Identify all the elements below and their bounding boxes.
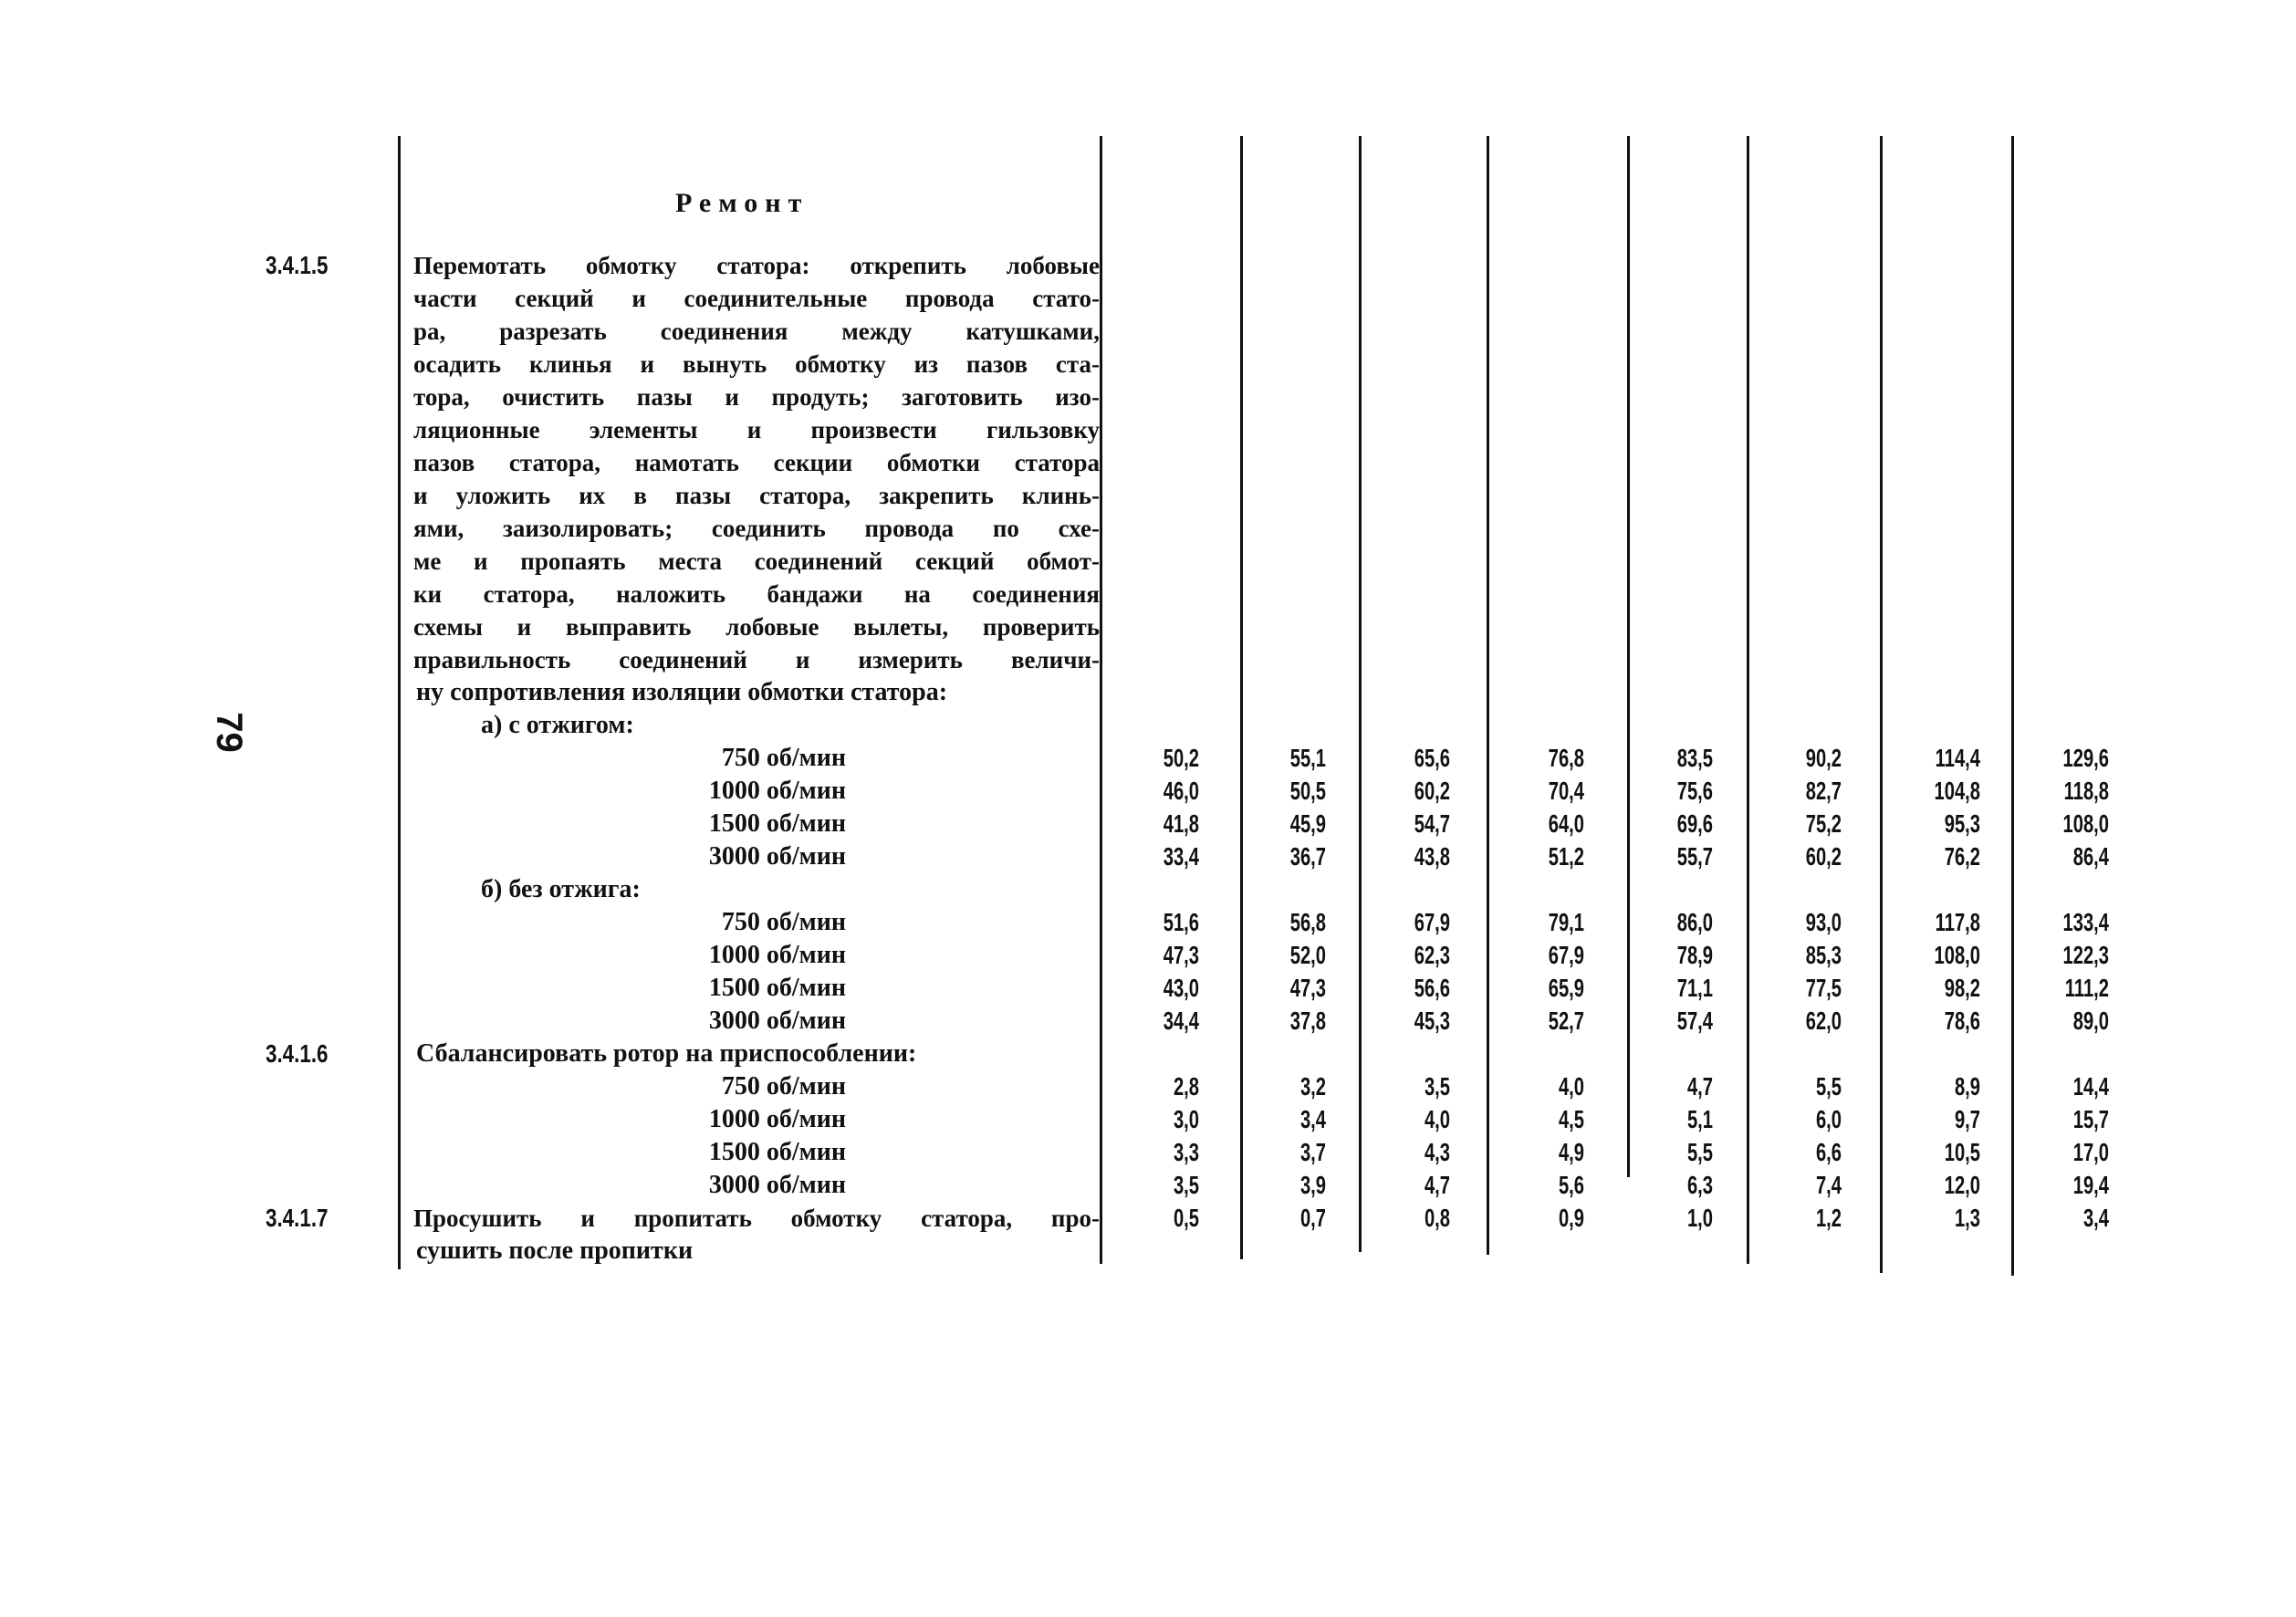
value-cell: 4,5 bbox=[1558, 1105, 1584, 1133]
value-cell: 1,2 bbox=[1815, 1204, 1842, 1232]
description-line: Просушить и пропитать обмотку статора, про- bbox=[413, 1205, 1100, 1232]
value-cell: 37,8 bbox=[1289, 1007, 1326, 1035]
value-cell: 62,0 bbox=[1805, 1007, 1842, 1035]
value-cell: 4,0 bbox=[1558, 1072, 1584, 1101]
value-cell: 3,5 bbox=[1173, 1171, 1199, 1199]
page-number: 79 bbox=[208, 712, 249, 753]
value-cell: 3,0 bbox=[1173, 1105, 1199, 1133]
value-cell: 3,4 bbox=[2082, 1204, 2109, 1232]
value-cell: 64,0 bbox=[1548, 809, 1584, 838]
value-cell: 6,0 bbox=[1815, 1105, 1842, 1133]
value-cell: 108,0 bbox=[2062, 809, 2109, 838]
value-cell: 52,7 bbox=[1548, 1007, 1584, 1035]
value-cell: 78,6 bbox=[1944, 1007, 1980, 1035]
description-line: ки статора, наложить бандажи на соединения bbox=[413, 580, 1100, 608]
value-cell: 51,6 bbox=[1163, 908, 1199, 936]
speed-label: 750 об/мин bbox=[721, 908, 846, 936]
speed-label: 1500 об/мин bbox=[708, 809, 846, 838]
value-cell: 52,0 bbox=[1289, 941, 1326, 969]
value-cell: 85,3 bbox=[1805, 941, 1842, 969]
value-cell: 104,8 bbox=[1934, 777, 1980, 805]
description-line: схемы и выправить лобовые вылеты, проверить bbox=[413, 613, 1100, 641]
value-cell: 67,9 bbox=[1548, 941, 1584, 969]
value-cell: 19,4 bbox=[2072, 1171, 2109, 1199]
speed-label: 1500 об/мин bbox=[708, 974, 846, 1002]
description-line: ну сопротивления изоляции обмотки статора: bbox=[416, 678, 948, 706]
value-cell: 0,7 bbox=[1299, 1204, 1326, 1232]
value-cell: 78,9 bbox=[1676, 941, 1713, 969]
value-cell: 108,0 bbox=[1934, 941, 1980, 969]
value-cell: 129,6 bbox=[2062, 744, 2109, 772]
value-cell: 3,9 bbox=[1299, 1171, 1326, 1199]
description-line: сушить после пропитки bbox=[416, 1236, 694, 1265]
value-cell: 117,8 bbox=[1935, 908, 1980, 936]
column-rule bbox=[1100, 136, 1102, 1264]
value-cell: 5,1 bbox=[1686, 1105, 1713, 1133]
description-line: ями, заизолировать; соединить провода по схе- bbox=[413, 515, 1100, 542]
value-cell: 4,7 bbox=[1424, 1171, 1450, 1199]
value-cell: 8,9 bbox=[1954, 1072, 1980, 1101]
description-line: тора, очистить пазы и продуть; заготовить изо- bbox=[413, 383, 1100, 411]
value-cell: 133,4 bbox=[2062, 908, 2109, 936]
value-cell: 41,8 bbox=[1163, 809, 1199, 838]
value-cell: 43,0 bbox=[1163, 974, 1199, 1002]
value-cell: 75,2 bbox=[1805, 809, 1842, 838]
value-cell: 76,8 bbox=[1548, 744, 1584, 772]
value-cell: 111,2 bbox=[2064, 974, 2109, 1002]
value-cell: 86,4 bbox=[2072, 842, 2109, 871]
speed-label: 750 об/мин bbox=[721, 744, 846, 772]
column-rule bbox=[1880, 136, 1883, 1273]
value-cell: 69,6 bbox=[1676, 809, 1713, 838]
value-cell: 1,0 bbox=[1686, 1204, 1713, 1232]
description-line: ра, разрезать соединения между катушками, bbox=[413, 318, 1100, 345]
value-cell: 6,3 bbox=[1686, 1171, 1713, 1199]
value-cell: 0,9 bbox=[1558, 1204, 1584, 1232]
value-cell: 5,5 bbox=[1686, 1138, 1713, 1166]
value-cell: 50,2 bbox=[1163, 744, 1199, 772]
value-cell: 118,8 bbox=[2063, 777, 2109, 805]
description-line: и уложить их в пазы статора, закрепить клинь- bbox=[413, 482, 1100, 509]
value-cell: 3,3 bbox=[1173, 1138, 1199, 1166]
description-line: осадить клинья и вынуть обмотку из пазов ста- bbox=[413, 350, 1100, 378]
column-rule bbox=[1487, 136, 1489, 1255]
speed-label: 3000 об/мин bbox=[708, 1007, 846, 1035]
value-cell: 83,5 bbox=[1676, 744, 1713, 772]
item-number: 3.4.1.7 bbox=[266, 1204, 329, 1232]
value-cell: 89,0 bbox=[2072, 1007, 2109, 1035]
value-cell: 46,0 bbox=[1163, 777, 1199, 805]
value-cell: 9,7 bbox=[1954, 1105, 1980, 1133]
value-cell: 4,3 bbox=[1424, 1138, 1450, 1166]
description-line: Перемотать обмотку статора: открепить лобовые bbox=[413, 252, 1100, 279]
description-line: Сбалансировать ротор на приспособлении: bbox=[416, 1039, 917, 1068]
value-cell: 71,1 bbox=[1676, 974, 1713, 1002]
value-cell: 3,2 bbox=[1299, 1072, 1326, 1101]
value-cell: 5,6 bbox=[1558, 1171, 1584, 1199]
value-cell: 60,2 bbox=[1414, 777, 1450, 805]
value-cell: 57,4 bbox=[1676, 1007, 1713, 1035]
speed-label: 1000 об/мин bbox=[708, 777, 846, 805]
value-cell: 4,7 bbox=[1686, 1072, 1713, 1101]
group-label: б) без отжига: bbox=[481, 875, 641, 903]
speed-label: 3000 об/мин bbox=[708, 842, 846, 871]
value-cell: 75,6 bbox=[1676, 777, 1713, 805]
section-heading: Ремонт bbox=[675, 188, 809, 218]
table-rule bbox=[398, 136, 401, 1269]
value-cell: 33,4 bbox=[1163, 842, 1199, 871]
description-line: правильность соединений и измерить величи- bbox=[413, 646, 1100, 673]
value-cell: 54,7 bbox=[1414, 809, 1450, 838]
value-cell: 4,0 bbox=[1424, 1105, 1450, 1133]
speed-label: 750 об/мин bbox=[721, 1072, 846, 1101]
value-cell: 50,5 bbox=[1289, 777, 1326, 805]
value-cell: 51,2 bbox=[1548, 842, 1584, 871]
value-cell: 0,5 bbox=[1173, 1204, 1199, 1232]
value-cell: 98,2 bbox=[1944, 974, 1980, 1002]
value-cell: 6,6 bbox=[1815, 1138, 1842, 1166]
value-cell: 47,3 bbox=[1289, 974, 1326, 1002]
description-line: части секций и соединительные провода стато- bbox=[413, 285, 1100, 312]
value-cell: 17,0 bbox=[2072, 1138, 2109, 1166]
value-cell: 1,3 bbox=[1954, 1204, 1980, 1232]
value-cell: 7,4 bbox=[1815, 1171, 1842, 1199]
value-cell: 56,6 bbox=[1414, 974, 1450, 1002]
speed-label: 1500 об/мин bbox=[708, 1138, 846, 1166]
value-cell: 12,0 bbox=[1944, 1171, 1980, 1199]
group-label: а) с отжигом: bbox=[481, 711, 634, 739]
value-cell: 14,4 bbox=[2072, 1072, 2109, 1101]
value-cell: 77,5 bbox=[1805, 974, 1842, 1002]
value-cell: 62,3 bbox=[1414, 941, 1450, 969]
column-rule bbox=[2011, 136, 2014, 1276]
value-cell: 114,4 bbox=[1935, 744, 1980, 772]
value-cell: 79,1 bbox=[1548, 908, 1584, 936]
value-cell: 76,2 bbox=[1944, 842, 1980, 871]
description-line: ляционные элементы и произвести гильзовку bbox=[413, 416, 1100, 443]
item-number: 3.4.1.6 bbox=[266, 1039, 329, 1068]
value-cell: 82,7 bbox=[1805, 777, 1842, 805]
value-cell: 5,5 bbox=[1815, 1072, 1842, 1101]
description-line: ме и пропаять места соединений секций обмот- bbox=[413, 548, 1100, 575]
value-cell: 43,8 bbox=[1414, 842, 1450, 871]
value-cell: 55,1 bbox=[1289, 744, 1326, 772]
value-cell: 10,5 bbox=[1944, 1138, 1980, 1166]
speed-label: 3000 об/мин bbox=[708, 1171, 846, 1199]
description-line: пазов статора, намотать секции обмотки статора bbox=[413, 449, 1100, 476]
value-cell: 3,7 bbox=[1299, 1138, 1326, 1166]
value-cell: 0,8 bbox=[1424, 1204, 1450, 1232]
value-cell: 122,3 bbox=[2062, 941, 2109, 969]
value-cell: 55,7 bbox=[1676, 842, 1713, 871]
value-cell: 4,9 bbox=[1558, 1138, 1584, 1166]
value-cell: 67,9 bbox=[1414, 908, 1450, 936]
value-cell: 45,9 bbox=[1289, 809, 1326, 838]
value-cell: 70,4 bbox=[1548, 777, 1584, 805]
value-cell: 2,8 bbox=[1173, 1072, 1199, 1101]
value-cell: 93,0 bbox=[1805, 908, 1842, 936]
speed-label: 1000 об/мин bbox=[708, 1105, 846, 1133]
value-cell: 60,2 bbox=[1805, 842, 1842, 871]
value-cell: 86,0 bbox=[1676, 908, 1713, 936]
value-cell: 65,6 bbox=[1414, 744, 1450, 772]
value-cell: 3,5 bbox=[1424, 1072, 1450, 1101]
value-cell: 95,3 bbox=[1944, 809, 1980, 838]
speed-label: 1000 об/мин bbox=[708, 941, 846, 969]
item-number: 3.4.1.5 bbox=[266, 251, 329, 279]
value-cell: 90,2 bbox=[1805, 744, 1842, 772]
value-cell: 47,3 bbox=[1163, 941, 1199, 969]
value-cell: 34,4 bbox=[1163, 1007, 1199, 1035]
value-cell: 56,8 bbox=[1289, 908, 1326, 936]
value-cell: 45,3 bbox=[1414, 1007, 1450, 1035]
value-cell: 3,4 bbox=[1299, 1105, 1326, 1133]
value-cell: 65,9 bbox=[1548, 974, 1584, 1002]
value-cell: 36,7 bbox=[1289, 842, 1326, 871]
value-cell: 15,7 bbox=[2072, 1105, 2109, 1133]
